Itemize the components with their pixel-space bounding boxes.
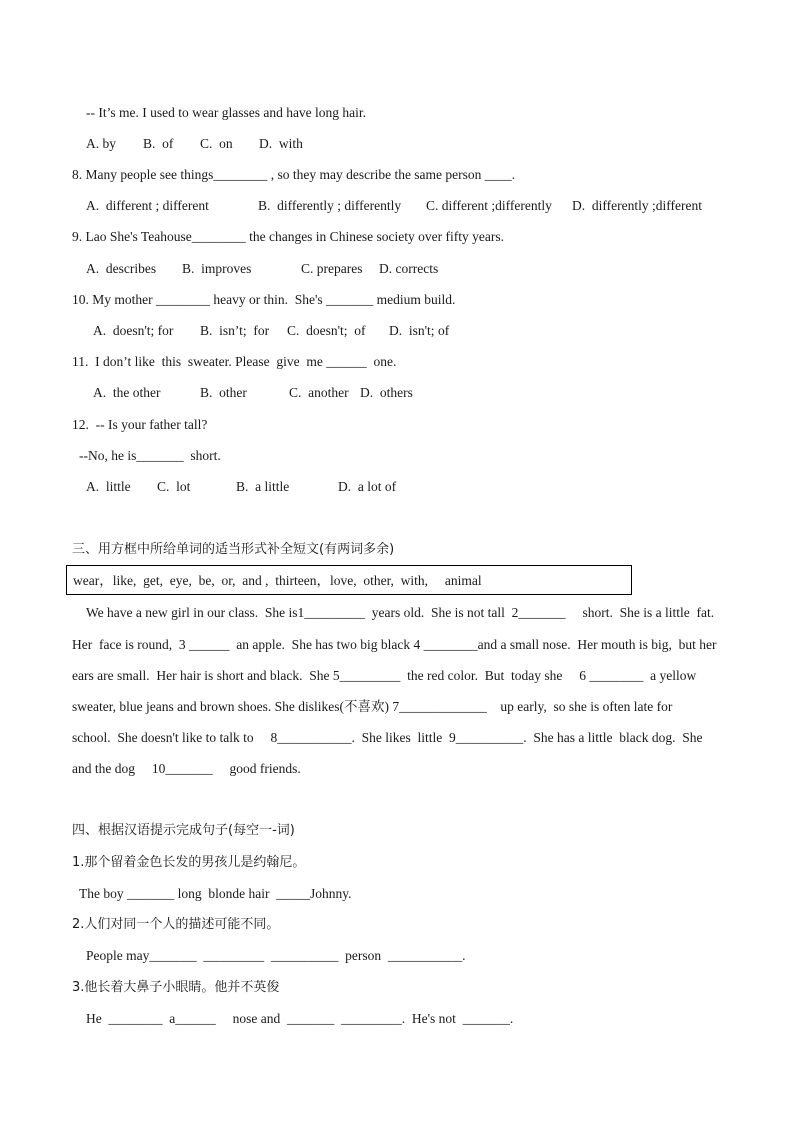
q7-dialog: -- It’s me. I used to wear glasses and have long hair. [86,105,367,120]
q8-stem: 8. Many people see things________ , so they may describe the same person ____. [72,167,516,182]
s4-item3-en: He ________ a______ nose and _______ _________. He's not _______. [86,1011,514,1026]
word-box-text: wear，like, get, eye, be, or, and , thirteen，love, other, with, animal [73,573,482,588]
q12-option-d: D. a lot of [338,479,397,494]
q7-option-b: B. of [143,136,174,151]
passage-line-2: Her face is round, 3 ______ an apple. She has two big black 4 ________and a small nose. Her mouth is big, but her [72,637,717,652]
q9-stem: 9. Lao She's Teahouse________ the changes in Chinese society over fifty years. [72,229,505,244]
q8-option-d: D. differently ;different [572,198,702,213]
section3-heading: 三、用方框中所给单词的适当形式补全短文(有两词多余) [72,542,395,557]
q11-option-c: C. another [289,385,349,400]
q9-option-d: D. corrects [379,261,439,276]
q11-option-d: D. others [360,385,413,400]
q9-option-b: B. improves [182,261,252,276]
passage-line-6: and the dog 10_______ good friends. [72,761,301,776]
q7-option-a: A. by [86,136,116,151]
q11-option-b: B. other [200,385,247,400]
section4-heading: 四、根据汉语提示完成句子(每空一-词) [72,823,295,838]
q12-option-b: B. a little [236,479,290,494]
q10-option-c: C. doesn't; of [287,323,366,338]
q9-option-a: A. describes [86,261,157,276]
q12-answer: --No, he is_______ short. [79,448,221,463]
q7-option-d: D. with [259,136,303,151]
q10-option-d: D. isn't; of [389,323,450,338]
s4-item2-cn: 2.人们对同一个人的描述可能不同。 [72,917,280,932]
s4-item1-cn: 1.那个留着金色长发的男孩儿是约翰尼。 [72,855,306,870]
passage-line-4: sweater, blue jeans and brown shoes. She dislikes(不喜欢) 7_____________ up early, so she is often late for [72,699,673,714]
q12-stem: 12. -- Is your father tall? [72,417,208,432]
q10-option-a: A. doesn't; for [93,323,174,338]
q8-option-a: A. different ; different [86,198,209,213]
q8-option-c: C. different ;differently [426,198,552,213]
q11-stem: 11. I don’t like this sweater. Please give me ______ one. [72,354,397,369]
s4-item1-en: The boy _______ long blonde hair _____Johnny. [79,886,352,901]
passage-line-5: school. She doesn't like to talk to 8___________. She likes little 9__________. She has a little black dog. She [72,730,703,745]
s4-item3-cn: 3.他长着大鼻子小眼睛。他并不英俊 [72,980,280,995]
q10-option-b: B. isn’t; for [200,323,270,338]
q9-option-c: C. prepares [301,261,363,276]
q12-option-a: A. little [86,479,131,494]
passage-line-1: We have a new girl in our class. She is1_________ years old. She is not tall 2_______ short. She is a little fat. [86,605,715,620]
q12-option-c: C. lot [157,479,191,494]
q7-option-c: C. on [200,136,233,151]
q8-option-b: B. differently ; differently [258,198,402,213]
q11-option-a: A. the other [93,385,161,400]
s4-item2-en: People may_______ _________ __________ person ___________. [86,948,466,963]
word-box [66,565,632,595]
q10-stem: 10. My mother ________ heavy or thin. She's _______ medium build. [72,292,456,307]
passage-line-3: ears are small. Her hair is short and black. She 5_________ the red color. But today she 6 ________ a yellow [72,668,697,683]
